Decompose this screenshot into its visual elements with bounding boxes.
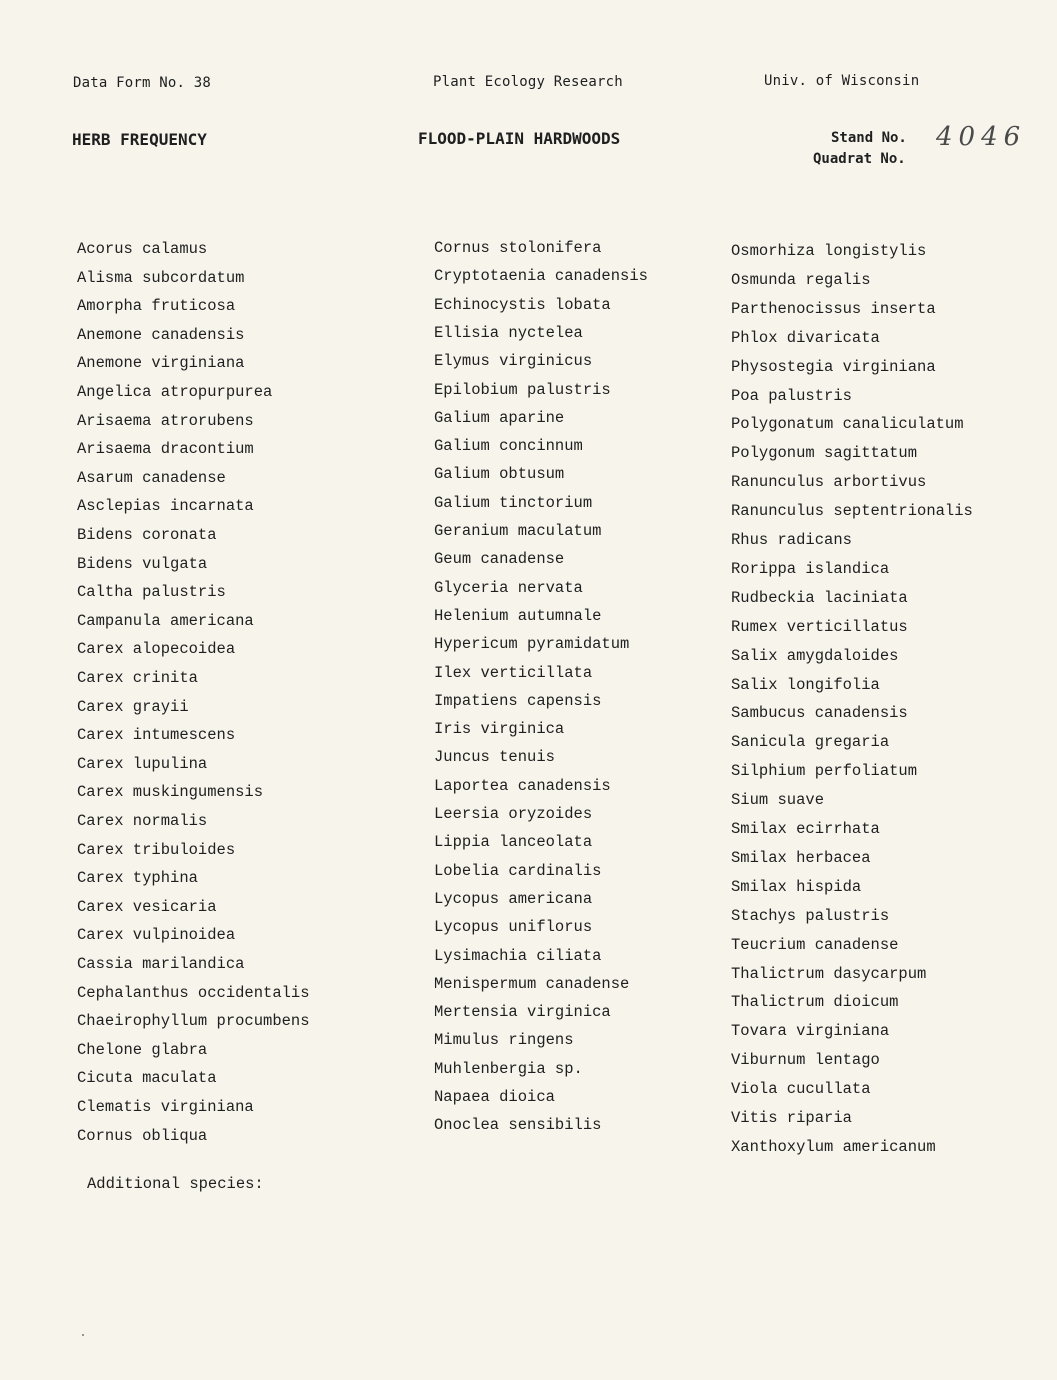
species-item: Chaeirophyllum procumbens: [77, 1012, 310, 1030]
species-item: Polygonum sagittatum: [731, 444, 918, 462]
species-item: Arisaema atrorubens: [77, 412, 254, 430]
species-item: Osmorhiza longistylis: [731, 242, 927, 260]
species-item: Ellisia nyctelea: [434, 324, 583, 342]
species-item: Menispermum canadense: [434, 975, 630, 993]
species-item: Galium obtusum: [434, 465, 565, 483]
additional-species-label: Additional species:: [87, 1175, 264, 1193]
species-item: Viburnum lentago: [731, 1051, 880, 1069]
university-label: Univ. of Wisconsin: [764, 73, 920, 89]
species-item: Lycopus americana: [434, 890, 593, 908]
species-item: Geranium maculatum: [434, 522, 602, 540]
species-item: Chelone glabra: [77, 1041, 208, 1059]
species-item: Rorippa islandica: [731, 560, 890, 578]
species-item: Sambucus canadensis: [731, 704, 908, 722]
quadrat-number-label: Quadrat No.: [813, 151, 906, 167]
species-item: Campanula americana: [77, 612, 254, 630]
species-item: Sanicula gregaria: [731, 733, 890, 751]
species-item: Clematis virginiana: [77, 1098, 254, 1116]
species-item: Ilex verticillata: [434, 664, 593, 682]
species-item: Carex tribuloides: [77, 841, 236, 859]
species-item: Asarum canadense: [77, 469, 226, 487]
species-item: Galium tinctorium: [434, 494, 593, 512]
species-item: Rhus radicans: [731, 531, 852, 549]
species-item: Carex lupulina: [77, 755, 208, 773]
species-item: Polygonatum canaliculatum: [731, 415, 964, 433]
species-item: Lysimachia ciliata: [434, 947, 602, 965]
species-item: Mertensia virginica: [434, 1003, 611, 1021]
species-item: Hypericum pyramidatum: [434, 635, 630, 653]
species-item: Elymus virginicus: [434, 352, 593, 370]
species-item: Napaea dioica: [434, 1088, 555, 1106]
species-item: Galium aparine: [434, 409, 565, 427]
species-item: Carex vesicaria: [77, 898, 217, 916]
species-item: Arisaema dracontium: [77, 440, 254, 458]
community-title: FLOOD-PLAIN HARDWOODS: [418, 129, 621, 148]
species-item: Teucrium canadense: [731, 936, 899, 954]
species-item: Onoclea sensibilis: [434, 1116, 602, 1134]
species-item: Salix longifolia: [731, 676, 880, 694]
stand-number-value: 4046: [936, 122, 1027, 152]
species-item: Carex muskingumensis: [77, 783, 264, 801]
species-item: Acorus calamus: [77, 240, 208, 258]
species-item: Lippia lanceolata: [434, 833, 593, 851]
species-item: Anemone canadensis: [77, 326, 245, 344]
species-item: Cornus stolonifera: [434, 239, 602, 257]
species-item: Osmunda regalis: [731, 271, 871, 289]
species-item: Silphium perfoliatum: [731, 762, 918, 780]
species-item: Ranunculus arbortivus: [731, 473, 927, 491]
species-item: Cryptotaenia canadensis: [434, 267, 648, 285]
species-item: Carex typhina: [77, 869, 198, 887]
species-item: Echinocystis lobata: [434, 296, 611, 314]
species-item: Geum canadense: [434, 550, 565, 568]
species-item: Galium concinnum: [434, 437, 583, 455]
species-item: Poa palustris: [731, 387, 852, 405]
species-item: Carex intumescens: [77, 726, 236, 744]
species-item: Leersia oryzoides: [434, 805, 593, 823]
species-item: Rudbeckia laciniata: [731, 589, 908, 607]
species-item: Laportea canadensis: [434, 777, 611, 795]
species-item: Asclepias incarnata: [77, 497, 254, 515]
species-item: Bidens coronata: [77, 526, 217, 544]
species-item: Caltha palustris: [77, 583, 226, 601]
species-item: Anemone virginiana: [77, 354, 245, 372]
species-item: Cassia marilandica: [77, 955, 245, 973]
species-item: Carex vulpinoidea: [77, 926, 236, 944]
species-item: Muhlenbergia sp.: [434, 1060, 583, 1078]
species-item: Thalictrum dasycarpum: [731, 965, 927, 983]
species-item: Alisma subcordatum: [77, 269, 245, 287]
species-item: Carex grayii: [77, 698, 189, 716]
paper-mark: [82, 1334, 84, 1336]
species-item: Cephalanthus occidentalis: [77, 984, 310, 1002]
species-item: Iris virginica: [434, 720, 565, 738]
species-item: Lobelia cardinalis: [434, 862, 602, 880]
species-item: Epilobium palustris: [434, 381, 611, 399]
research-label: Plant Ecology Research: [433, 74, 623, 90]
species-item: Bidens vulgata: [77, 555, 208, 573]
species-item: Cicuta maculata: [77, 1069, 217, 1087]
species-item: Salix amygdaloides: [731, 647, 899, 665]
species-item: Mimulus ringens: [434, 1031, 574, 1049]
species-item: Stachys palustris: [731, 907, 890, 925]
species-item: Smilax ecirrhata: [731, 820, 880, 838]
species-item: Rumex verticillatus: [731, 618, 908, 636]
species-item: Lycopus uniflorus: [434, 918, 593, 936]
species-item: Juncus tenuis: [434, 748, 555, 766]
species-item: Glyceria nervata: [434, 579, 583, 597]
species-item: Vitis riparia: [731, 1109, 852, 1127]
species-item: Cornus obliqua: [77, 1127, 208, 1145]
species-item: Helenium autumnale: [434, 607, 602, 625]
form-number: Data Form No. 38: [73, 75, 212, 91]
species-item: Amorpha fruticosa: [77, 297, 236, 315]
species-item: Smilax herbacea: [731, 849, 871, 867]
species-item: Carex crinita: [77, 669, 198, 687]
species-item: Thalictrum dioicum: [731, 993, 899, 1011]
species-item: Ranunculus septentrionalis: [731, 502, 973, 520]
species-item: Angelica atropurpurea: [77, 383, 273, 401]
species-item: Sium suave: [731, 791, 825, 809]
form-title: HERB FREQUENCY: [72, 130, 207, 149]
species-item: Phlox divaricata: [731, 329, 880, 347]
species-item: Tovara virginiana: [731, 1022, 890, 1040]
species-item: Xanthoxylum americanum: [731, 1138, 936, 1156]
species-item: Impatiens capensis: [434, 692, 602, 710]
stand-number-label: Stand No.: [831, 130, 907, 146]
species-item: Carex normalis: [77, 812, 208, 830]
species-item: Smilax hispida: [731, 878, 862, 896]
species-item: Physostegia virginiana: [731, 358, 936, 376]
species-item: Parthenocissus inserta: [731, 300, 936, 318]
species-item: Viola cucullata: [731, 1080, 871, 1098]
species-item: Carex alopecoidea: [77, 640, 236, 658]
